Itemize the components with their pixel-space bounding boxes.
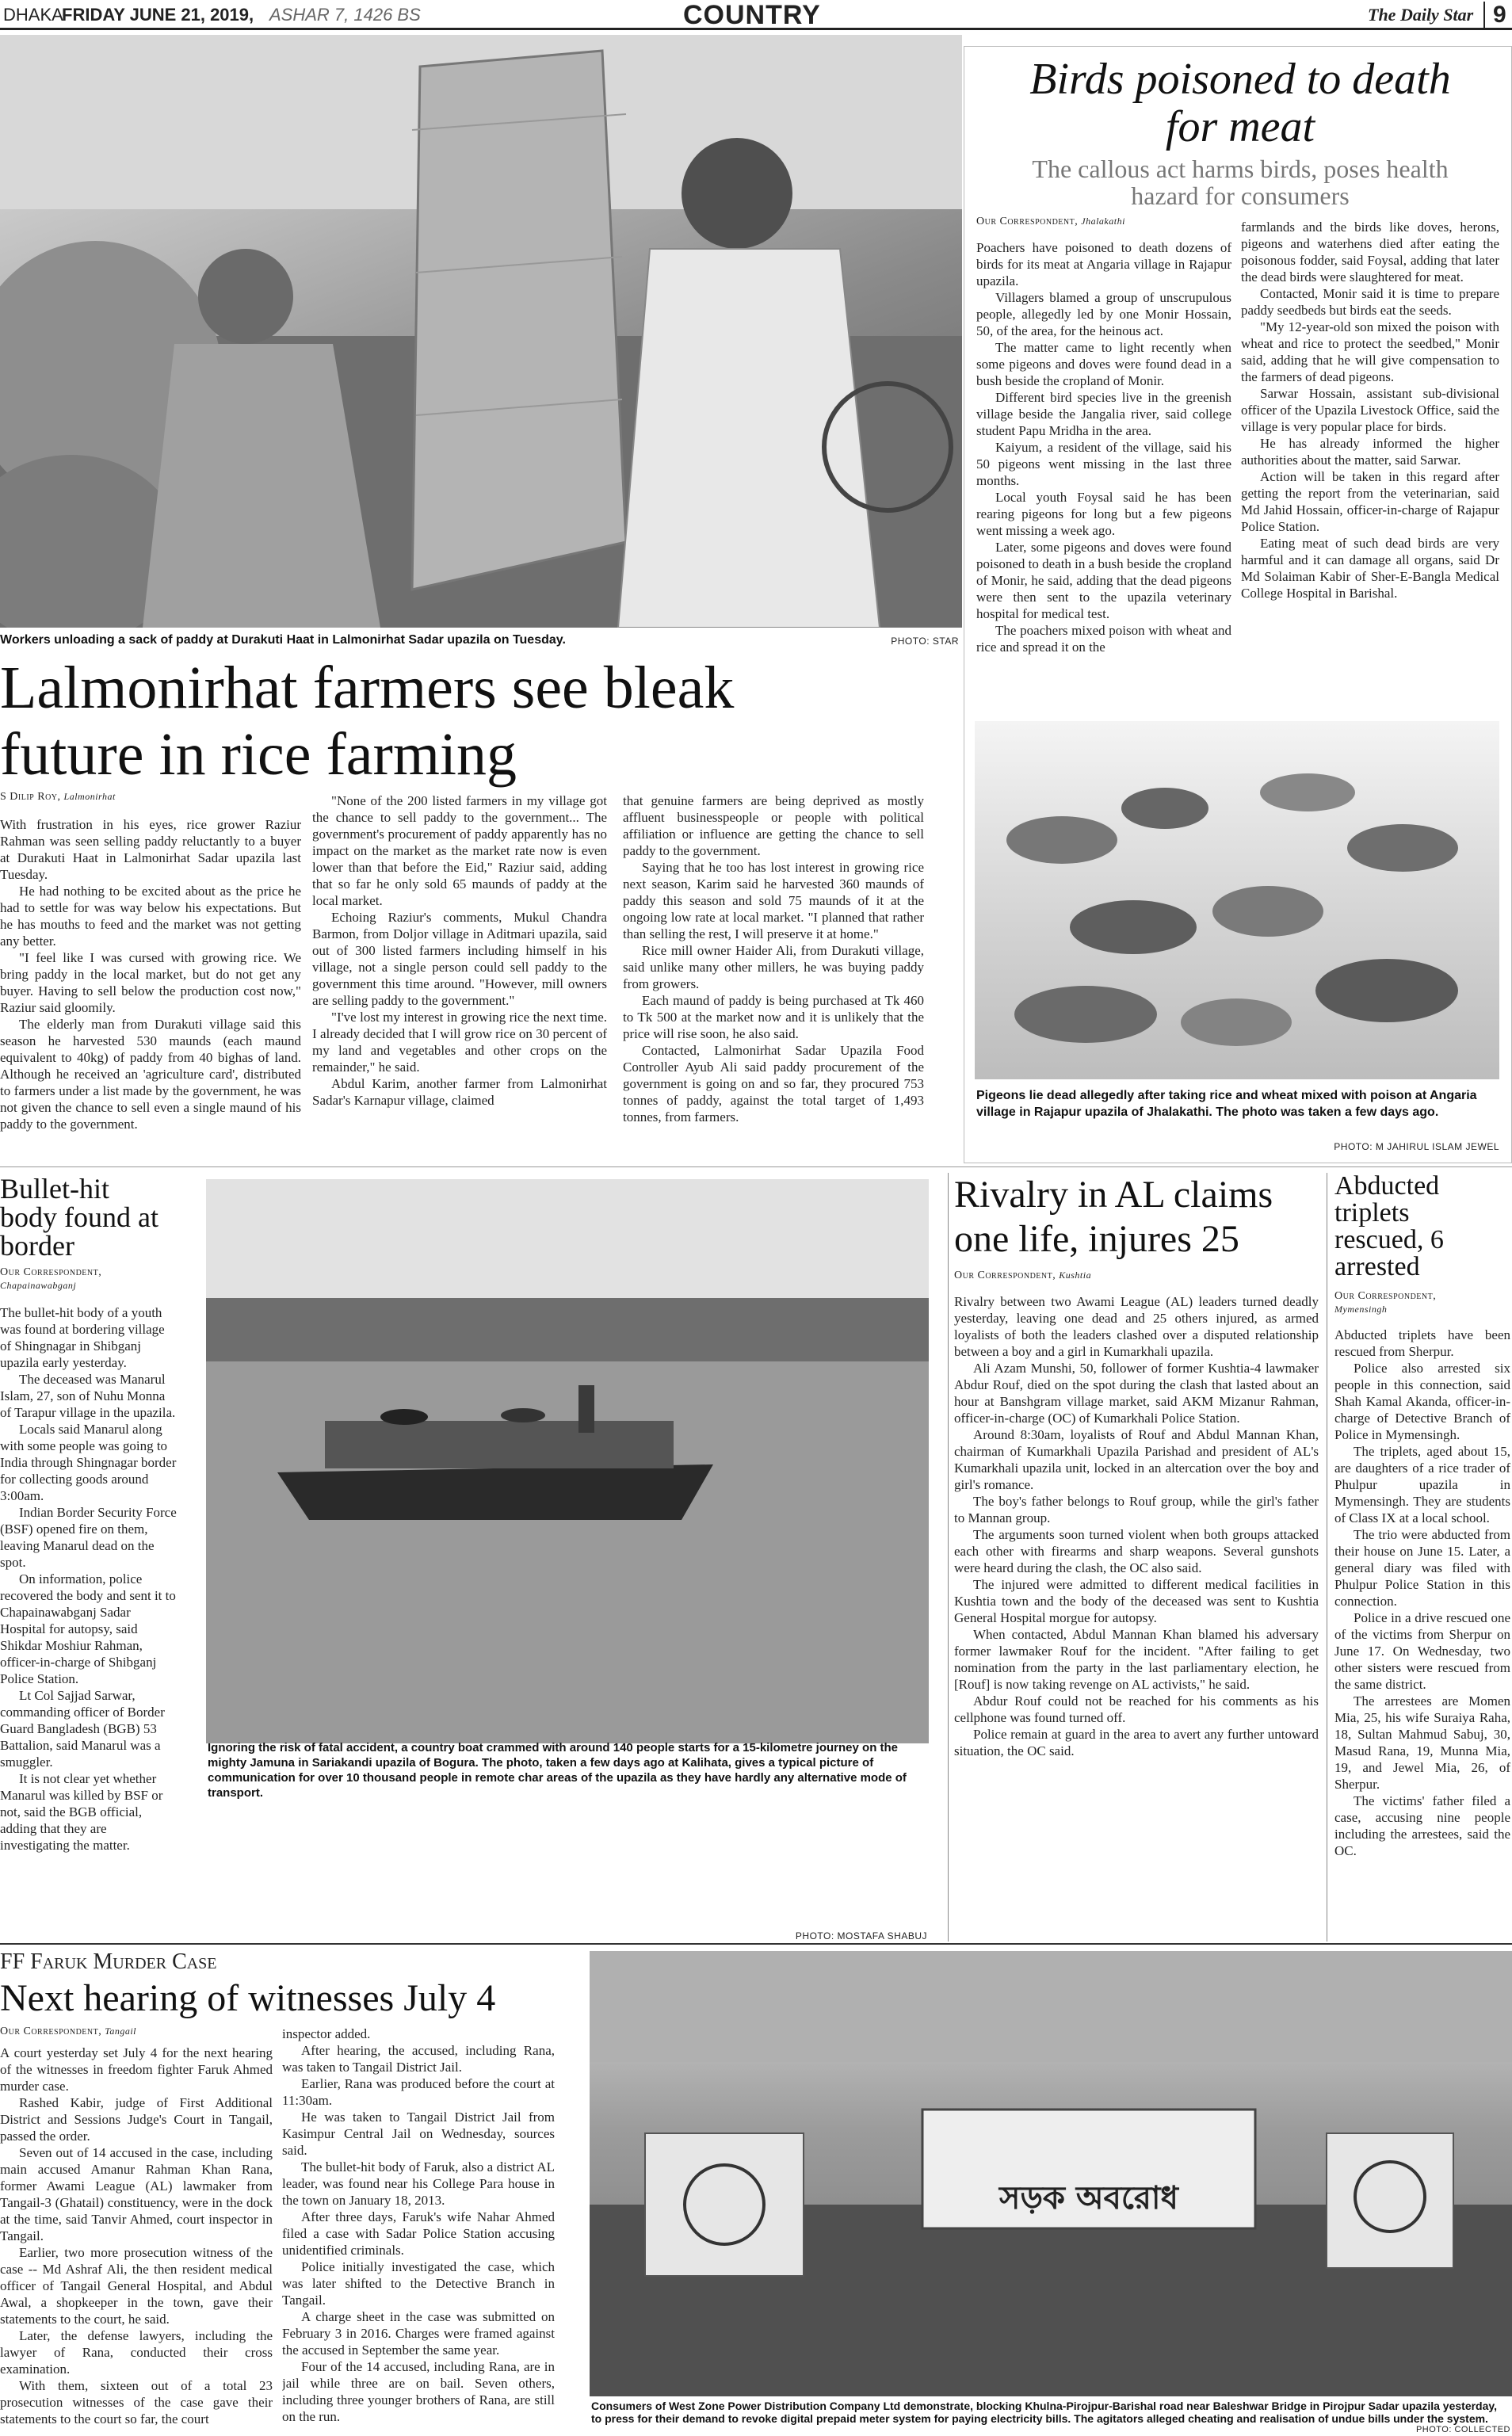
column-rule: [948, 1173, 949, 1942]
triplets-paragraph: The arrestees are Momen Mia, 25, his wife Suraiya Raha, 18, Sultan Mahmud Sabuj, 30, Masud Rana, 19, Munna Mia, 19, and Jewel Mia, 26, of Sherpur.: [1334, 1693, 1510, 1792]
birds-byline: [976, 216, 1125, 228]
faruk-paragraph: A charge sheet in the case was submitted on February 3 in 2016. Charges were framed against the accused in September the same year.: [282, 2309, 555, 2358]
lead-paragraph: Abdul Karim, another farmer from Lalmonirhat Sadar's Karnapur village, claimed: [312, 1076, 607, 1108]
birds-deck-line2: hazard for consumers: [1131, 181, 1350, 210]
paddy-photo: [0, 35, 962, 628]
dateline-bangla: ASHAR 7, 1426 BS: [269, 5, 421, 25]
bullet-paragraph: On information, police recovered the body and sent it to Chapainawabganj Sadar Hospital for autopsy, said Shikdar Moshiur Rahman, officer-in-charge of Shibganj Police Station.: [0, 1571, 176, 1686]
triplets-headline-line4: arrested: [1334, 1252, 1420, 1281]
triplets-paragraph: Abducted triplets have been rescued from Sherpur.: [1334, 1327, 1510, 1359]
bullet-paragraph: Locals said Manarul along with some people was going to India through Shingnagar border for collecting goods around 3:00am.: [0, 1422, 177, 1503]
rivalry-headline-line2: one life, injures 25: [954, 1218, 1239, 1260]
lead-paragraph: "I've lost my interest in growing rice the next time. I already decided that I will grow rice on 30 percent of my land and vegetables and other crops on the remainder," he said.: [312, 1010, 607, 1075]
faruk-column-1: [0, 2045, 273, 2433]
boat-photo-caption: Ignoring the risk of fatal accident, a country boat crammed with around 140 people starts for a 15-kilometre journey on the mighty Jamuna in Sariakandi upazila of Bogura. The photo, taken a few days ago at Kalihata, gives a typical picture of communication for over 10 thousand people in remote char areas of the upazila as they have hardly any alternative mode of transport.: [208, 1741, 907, 1800]
boat-photo: [206, 1179, 929, 1743]
faruk-paragraph: Police initially investigated the case, which was later shifted to the Detective Branch in Tangail.: [282, 2259, 555, 2308]
faruk-paragraph: He was taken to Tangail District Jail from Kasimpur Central Jail on Wednesday, sources said.: [282, 2110, 555, 2158]
faruk-paragraph: After hearing, the accused, including Rana, was taken to Tangail District Jail.: [282, 2043, 555, 2075]
bullet-byline: [0, 1266, 190, 1292]
triplets-paragraph: Police also arrested six people in this connection, said Shah Kamal Akanda, officer-in-charge of Detective Branch of Police in Mymensingh.: [1334, 1361, 1510, 1442]
lead-byline-place: Lalmonirhat: [63, 791, 116, 802]
paddy-photo-credit: PHOTO: STAR: [891, 636, 959, 647]
faruk-paragraph: The bullet-hit body of Faruk, also a district AL leader, was found near his College Para house in the town on January 18, 2013.: [282, 2159, 555, 2208]
lead-paragraph: Echoing Raziur's comments, Mukul Chandra Barmon, from Doljor village in Aditmari upazila, said out of 300 listed farmers including himself in his village, not a single person could sell paddy to the government this time around. "However, mill owners are selling paddy to the government.": [312, 910, 607, 1008]
triplets-paragraph: Police in a drive rescued one of the victims from Sherpur on June 17. On Wednesday, two other sisters were rescued from the same district.: [1334, 1610, 1510, 1692]
faruk-paragraph: Seven out of 14 accused in the case, including main accused Amanur Rahman Khan Rana, former Awami League (AL) lawmaker from Tangail-3 (Ghatail) constituency, were in the dock at the time, said Tanvir Ahmed, court inspector in Tangail.: [0, 2145, 273, 2243]
birds-paragraph: The poachers mixed poison with wheat and rice and spread it on the: [976, 623, 1231, 655]
lead-paragraph: The elderly man from Durakuti village said this season he harvested 530 maunds (each maund equivalent to 40kg) of paddy from 40 bighas of land. Although he received an 'agriculture card', distributed to farmers under a list made by the government, he was not given the chance to sell even a single maund of his paddy to the government.: [0, 1017, 301, 1132]
triplets-byline-place: Mymensingh: [1334, 1304, 1388, 1315]
triplets-headline-line2: triplets: [1334, 1198, 1410, 1228]
lead-headline: [0, 655, 962, 788]
birds-paragraph: Local youth Foysal said he has been rearing pigeons for long but a few pigeons went missing a week ago.: [976, 490, 1231, 538]
rivalry-paragraph: The arguments soon turned violent when both groups attacked each other with firearms and sharp weapons. Several gunshots were heard during the clash, the OC also said.: [954, 1527, 1319, 1575]
dead-pigeons-art: [975, 721, 1499, 1079]
birds-paragraph: farmlands and the birds like doves, herons, pigeons and waterhens died after eating the poisonous fodder, said Foysal, adding that later the dead birds were slaughtered for meat.: [1241, 220, 1499, 284]
birds-paragraph: Kaiyum, a resident of the village, said his 50 pigeons went missing in the last three months.: [976, 440, 1231, 488]
lead-headline-line1: Lalmonirhat farmers see bleak: [0, 655, 735, 721]
faruk-paragraph: Four of the 14 accused, including Rana, are in jail while three are on bail. Seven others, including three younger brothers of Rana, are still on the run.: [282, 2359, 555, 2424]
dead-pigeons-caption: Pigeons lie dead allegedly after taking rice and wheat mixed with poison at Angaria village in Rajapur upazila of Jhalakathi. The photo was taken a few days ago.: [976, 1089, 1477, 1119]
faruk-paragraph: Rashed Kabir, judge of First Additional District and Sessions Judge's Court in Tangail, passed the order.: [0, 2095, 273, 2144]
faruk-paragraph: Later, the defense lawyers, including the lawyer of Rana, conducted their cross examination.: [0, 2328, 273, 2377]
lead-paragraph: Saying that he too has lost interest in growing rice next season, Karim said he harvested 360 maunds of paddy this season and sold 75 maunds of it at the ongoing low rate at local market. "I planned that rather than selling the rest, I will preserve it at home.": [623, 860, 924, 941]
bullet-column: [0, 1304, 179, 1940]
lead-paragraph: Rice mill owner Haider Ali, from Durakuti village, said unlike many other millers, he was buying paddy from growers.: [623, 943, 924, 991]
lead-paragraph: Contacted, Lalmonirhat Sadar Upazila Food Controller Ayub Ali said paddy procurement of the government is going on and so far, they procured 753 tonnes of paddy, against the total target of 1,493 tonnes, from farmers.: [623, 1043, 924, 1124]
lead-paragraph: Each maund of paddy is being purchased at Tk 460 to Tk 500 at the market now and it is unlikely that the price will rise soon, he also said.: [623, 993, 924, 1041]
triplets-headline-line1: Abducted: [1334, 1171, 1440, 1201]
boat-photo-credit: PHOTO: MOSTAFA SHABUJ: [795, 1930, 927, 1942]
section-title: COUNTRY: [683, 0, 821, 30]
rivalry-paragraph: Ali Azam Munshi, 50, follower of former Kushtia-4 lawmaker Abdur Rouf, died on the spot during the clash that lasted about an hour at Banshgram village market, said AKM Mizanur Rahman, officer-in-charge (OC) of Kumarkhali Police Station.: [954, 1361, 1319, 1426]
rivalry-byline: [954, 1270, 1091, 1282]
birds-column-2: [1241, 219, 1499, 705]
dateline-date: FRIDAY JUNE 21, 2019,: [62, 5, 254, 25]
bullet-paragraph: Lt Col Sajjad Sarwar, commanding officer of Border Guard Bangladesh (BGB) 53 Battalion, said Manarul was a smuggler.: [0, 1688, 165, 1770]
birds-column-1: [976, 239, 1231, 705]
birds-headline: [975, 55, 1506, 151]
demonstration-caption: Consumers of West Zone Power Distribution Company Ltd demonstrate, blocking Khulna-Pirojpur-Barishal road near Baleshwar Bridge in Pirojpur Sadar upazila yesterday, to press for their demand to revoke digital prepaid meter system for paying electricity bills. The agitators alleged cheating and realisation of undue bills under the system.: [591, 2400, 1498, 2425]
dead-pigeons-credit: PHOTO: M JAHIRUL ISLAM JEWEL: [1334, 1141, 1499, 1152]
lead-paragraph: "None of the 200 listed farmers in my village got the chance to sell paddy to the government... The government's procurement of paddy apparently has no impact on the market as the market rate now is even lower than that before the Eid," Raziur said, adding that so far he only sold 65 maunds of paddy at the local market.: [312, 793, 607, 908]
triplets-paragraph: The trio were abducted from their house on June 15. Later, a general diary was filed with Phulpur Police Station in this connection.: [1334, 1527, 1510, 1609]
lead-column-2: [312, 792, 607, 1143]
faruk-paragraph: Earlier, Rana was produced before the court at 11:30am.: [282, 2076, 555, 2108]
lead-paragraph: With frustration in his eyes, rice grower Raziur Rahman was seen selling paddy reluctantly to a buyer at Durakuti Haat in Lalmonirhat Sadar upazila last Tuesday.: [0, 817, 301, 882]
bullet-headline-line1: Bullet-hit: [0, 1173, 109, 1205]
bullet-headline: [0, 1174, 190, 1260]
lead-byline: [0, 791, 116, 804]
bullet-paragraph: It is not clear yet whether Manarul was killed by BSF or not, said the BGB official, adding that they are investigating the matter.: [0, 1771, 163, 1853]
rivalry-column: [954, 1293, 1319, 1938]
bullet-paragraph: Indian Border Security Force (BSF) opened fire on them, leaving Manarul dead on the spot.: [0, 1505, 177, 1570]
faruk-paragraph: With them, sixteen out of a total 23 prosecution witnesses of the case gave their statements to the court so far, the court: [0, 2378, 273, 2426]
rivalry-paragraph: Abdur Rouf could not be reached for his comments as his cellphone was found turned off.: [954, 1693, 1319, 1725]
faruk-paragraph: A court yesterday set July 4 for the next hearing of the witnesses in freedom fighter Faruk Ahmed murder case.: [0, 2045, 273, 2094]
rivalry-headline-line1: Rivalry in AL claims: [954, 1174, 1273, 1216]
bullet-headline-line3: border: [0, 1230, 74, 1262]
bullet-byline-place: Chapainawabganj: [0, 1280, 77, 1291]
birds-paragraph: Later, some pigeons and doves were found poisoned to death in a bush beside the cropland of Monir, he said, adding that the dead pigeons were then sent to the upazila veterinary hospital for medical test.: [976, 540, 1231, 621]
faruk-headline: Next hearing of witnesses July 4: [0, 1977, 496, 2019]
birds-headline-line1: Birds poisoned to death: [1029, 55, 1451, 104]
rivalry-byline-place: Kushtia: [1059, 1270, 1092, 1281]
triplets-paragraph: The victims' father filed a case, accusing nine people including the arrestees, said the OC.: [1334, 1793, 1510, 1858]
triplets-column: [1334, 1327, 1510, 1938]
rivalry-paragraph: Police remain at guard in the area to avert any further untoward situation, the OC said.: [954, 1727, 1319, 1758]
birds-paragraph: The matter came to light recently when some pigeons and doves were found dead in a bush beside the cropland of Monir.: [976, 340, 1231, 388]
rivalry-paragraph: The boy's father belongs to Rouf group, while the girl's father to Mannan group.: [954, 1494, 1319, 1525]
bullet-paragraph: The bullet-hit body of a youth was found at bordering village of Shingnagar in Shibganj upazila early yesterday.: [0, 1305, 165, 1370]
dateline-city: DHAKA: [3, 5, 63, 25]
lead-column-1: [0, 816, 301, 1143]
rivalry-paragraph: The injured were admitted to different medical facilities in Kushtia town and the body of the deceased was sent to Kushtia General Hospital morgue for autopsy.: [954, 1577, 1319, 1625]
rivalry-paragraph: Around 8:30am, loyalists of Rouf and Abdul Mannan Khan, chairman of Kumarkhali Upazila Parishad and president of AL's Kumarkhali upazila unit, locked in an altercation over the boy and girl's romance.: [954, 1427, 1319, 1492]
lead-headline-line2: future in rice farming: [0, 721, 517, 788]
faruk-kicker: FF Faruk Murder Case: [0, 1949, 217, 1974]
birds-paragraph: Action will be taken in this regard after getting the report from the veterinarian, said Md Jahid Hossain, officer-in-charge of Rajapur Police Station.: [1241, 469, 1499, 534]
lead-column-3: [623, 792, 924, 1143]
faruk-paragraph: After three days, Faruk's wife Nahar Ahmed filed a case with Sadar Police Station accusing unidentified criminals.: [282, 2209, 555, 2258]
lead-byline-author: S Dilip Roy,: [0, 791, 61, 803]
section-divider: [0, 1166, 1512, 1167]
rivalry-headline: [954, 1173, 1319, 1262]
bullet-byline-author: Our Correspondent,: [0, 1266, 102, 1278]
lead-paragraph: He had nothing to be excited about as the price he had to settle for was way below his expectations. But he has mouths to feed and the market was not getting any better.: [0, 884, 301, 949]
triplets-byline: [1334, 1290, 1510, 1316]
birds-paragraph: Poachers have poisoned to death dozens of birds for its meat at Angaria village in Rajapur upazila.: [976, 240, 1231, 288]
faruk-paragraph: inspector added.: [282, 2026, 371, 2041]
rivalry-byline-author: Our Correspondent,: [954, 1270, 1056, 1281]
section-divider: [0, 1943, 1512, 1945]
paddy-photo-caption: Workers unloading a sack of paddy at Durakuti Haat in Lalmonirhat Sadar upazila on Tuesday.: [0, 633, 566, 647]
faruk-paragraph: Earlier, two more prosecution witness of the case -- Md Ashraf Ali, the then resident medical officer of Tangail General Hospital, and Abdul Awal, a shopkeeper in the town, gave their statements to the court, he said.: [0, 2245, 273, 2327]
bullet-headline-line2: body found at: [0, 1201, 158, 1233]
rivalry-paragraph: When contacted, Abdul Mannan Khan blamed his adversary former lawmaker Rouf for the incident. "After failing to get nomination from the party in the last parliamentary election, he [Rouf] is now taking revenge on AL activists," he said.: [954, 1627, 1319, 1692]
birds-paragraph: Villagers blamed a group of unscrupulous people, allegedly led by one Monir Hossain, 50, of the area, for the heinous act.: [976, 290, 1231, 338]
demonstration-credit: PHOTO: COLLECTED: [1415, 2425, 1510, 2434]
protest-banner-text: সড়ক অবরোধ: [999, 2180, 1178, 2216]
birds-byline-author: Our Correspondent,: [976, 216, 1079, 227]
faruk-byline: [0, 2026, 136, 2038]
boat-photo-art: [206, 1179, 929, 1743]
paper-logo: The Daily Star: [1368, 5, 1474, 25]
birds-byline-place: Jhalakathi: [1081, 216, 1125, 227]
triplets-headline: [1334, 1173, 1510, 1281]
faruk-byline-place: Tangail: [105, 2026, 136, 2037]
birds-deck: [975, 155, 1506, 209]
page-number: 9: [1483, 2, 1506, 29]
birds-deck-line1: The callous act harms birds, poses health: [1032, 155, 1449, 183]
faruk-byline-author: Our Correspondent,: [0, 2026, 102, 2037]
lead-paragraph: that genuine farmers are being deprived as mostly affluent businesspeople or people with political affiliation or influence are getting the chance to sell paddy to the government.: [623, 793, 924, 858]
birds-paragraph: "My 12-year-old son mixed the poison with wheat and rice to protect the seedbed," Monir said, adding that he will give compensation to the farmers of dead pigeons.: [1241, 319, 1499, 384]
demonstration-photo: [590, 1951, 1512, 2396]
birds-paragraph: Different bird species live in the greenish village beside the Jangalia river, said college student Papu Mridha in the area.: [976, 390, 1231, 438]
triplets-byline-author: Our Correspondent,: [1334, 1290, 1437, 1302]
dead-pigeons-photo: [975, 721, 1499, 1079]
birds-paragraph: He has already informed the higher authorities about the matter, said Sarwar.: [1241, 436, 1499, 468]
birds-paragraph: Eating meat of such dead birds are very harmful and it can damage all organs, said Dr Md Solaiman Kabir of Sher-E-Bangla Medical College Hospital in Barishal.: [1241, 536, 1499, 601]
masthead: [0, 0, 1512, 30]
birds-headline-line2: for meat: [1165, 102, 1315, 151]
rivalry-paragraph: Rivalry between two Awami League (AL) leaders turned deadly yesterday, leaving one dead and 25 others injured, as armed loyalists of both the leaders clashed over a disputed relationship between a boy and a girl in Kumarkhali upazila.: [954, 1294, 1319, 1359]
birds-paragraph: Sarwar Hossain, assistant sub-divisional officer of the Upazila Livestock Office, said the village is very popular place for birds.: [1241, 386, 1499, 434]
triplets-headline-line3: rescued, 6: [1334, 1225, 1444, 1254]
triplets-paragraph: The triplets, aged about 15, are daughters of a rice trader of Phulpur upazila in Mymensingh. They are students of Class IX at a local school.: [1334, 1444, 1510, 1525]
bullet-paragraph: The deceased was Manarul Islam, 27, son of Nuhu Monna of Tarapur village in the upazila.: [0, 1372, 176, 1420]
birds-paragraph: Contacted, Monir said it is time to prepare paddy seedbeds but birds eat the seeds.: [1241, 286, 1499, 318]
paddy-photo-art: [0, 35, 962, 628]
lead-paragraph: "I feel like I was cursed with growing rice. We bring paddy in the local market, but do not get any buyer. Having to sell below the production cost now," Raziur said gloomily.: [0, 950, 301, 1015]
faruk-column-2: [282, 2026, 555, 2433]
